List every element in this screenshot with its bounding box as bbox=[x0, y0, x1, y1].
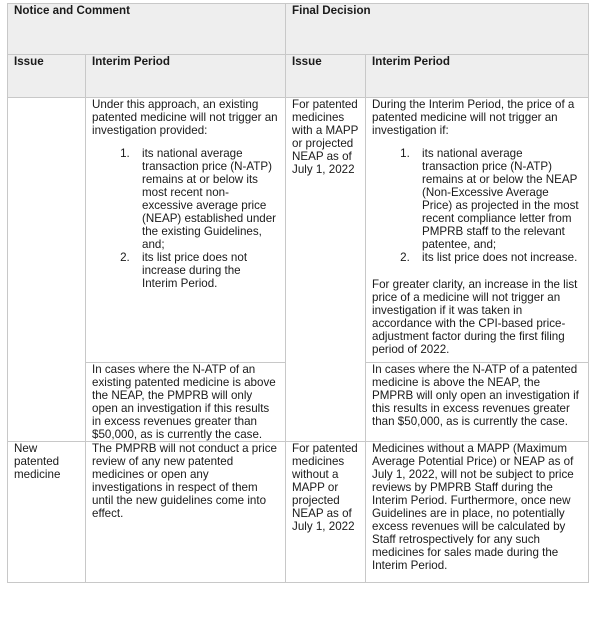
notice-interim-cell bbox=[86, 98, 286, 363]
comparison-table bbox=[7, 3, 589, 583]
header-notice-and-comment: Notice and Comment bbox=[8, 4, 286, 55]
list-item: 1. its national average transaction price (N-ATP) remains at or below the NEAP (Non-Excessive Average Price) as projected in the most recent compliance letter from PMPRB staff to the relevant patentee, and; bbox=[413, 147, 582, 251]
issue-cell-existing bbox=[8, 98, 86, 442]
list-item: 2. its list price does not increase. bbox=[413, 251, 582, 264]
issue-cell-new: New patented medicine bbox=[8, 442, 86, 583]
notice-above-neap-cell: In cases where the N-ATP of an existing patented medicine is above the NEAP, the PMPRB will only open an investigation if this results in excess revenues greater than $50,000, as is currently the case. bbox=[86, 363, 286, 442]
final-new-cell: Medicines without a MAPP (Maximum Average Potential Price) or NEAP as of July 1, 2022, will not be subject to price reviews by PMPRB Staff during the Interim Period. Furthermore, once new Guidelines are in place, no potentially excess revenues will be calculated by Staff retrospectively for any such medicines for sales made during the Interim Period. bbox=[366, 442, 589, 583]
final-clarity-text: For greater clarity, an increase in the list price of a medicine will not trigger an investigation if it was taken in accordance with the CPI-based price-adjustment factor during the first filing period of 2022. bbox=[372, 278, 578, 356]
final-issue-cell-new: For patented medicines without a MAPP or projected NEAP as of July 1, 2022 bbox=[286, 442, 366, 583]
table-row bbox=[8, 442, 589, 583]
header-row bbox=[8, 4, 589, 55]
list-item: 2. its list price does not increase during the Interim Period. bbox=[133, 251, 279, 290]
notice-new-cell: The PMPRB will not conduct a price review of any new patented medicines or open any investigations in respect of them until the new guidelines come into effect. bbox=[86, 442, 286, 583]
subheader-interim-left: Interim Period bbox=[86, 55, 286, 98]
list-item: 1. its national average transaction price (N-ATP) remains at or below its most recent non-excessive average price (NEAP) established under the existing Guidelines, and; bbox=[133, 147, 279, 251]
header-final-decision: Final Decision bbox=[286, 4, 589, 55]
subheader-interim-right: Interim Period bbox=[366, 55, 589, 98]
final-above-neap-cell: In cases where the N-ATP of a patented medicine is above the NEAP, the PMPRB will only open an investigation if this results in excess revenues greater than $50,000, as is currently the case. bbox=[366, 363, 589, 442]
table-row bbox=[8, 98, 589, 363]
final-conditions-list bbox=[372, 147, 582, 264]
notice-intro-text: Under this approach, an existing patented medicine will not trigger an investigation provided: bbox=[92, 98, 278, 137]
subheader-issue-right: Issue bbox=[286, 55, 366, 98]
notice-conditions-list bbox=[92, 147, 279, 290]
final-intro-text: During the Interim Period, the price of a patented medicine will not trigger an investigation if: bbox=[372, 98, 575, 137]
final-interim-cell bbox=[366, 98, 589, 363]
subheader-row bbox=[8, 55, 589, 98]
final-issue-cell-existing: For patented medicines with a MAPP or projected NEAP as of July 1, 2022 bbox=[286, 98, 366, 442]
subheader-issue-left: Issue bbox=[8, 55, 86, 98]
